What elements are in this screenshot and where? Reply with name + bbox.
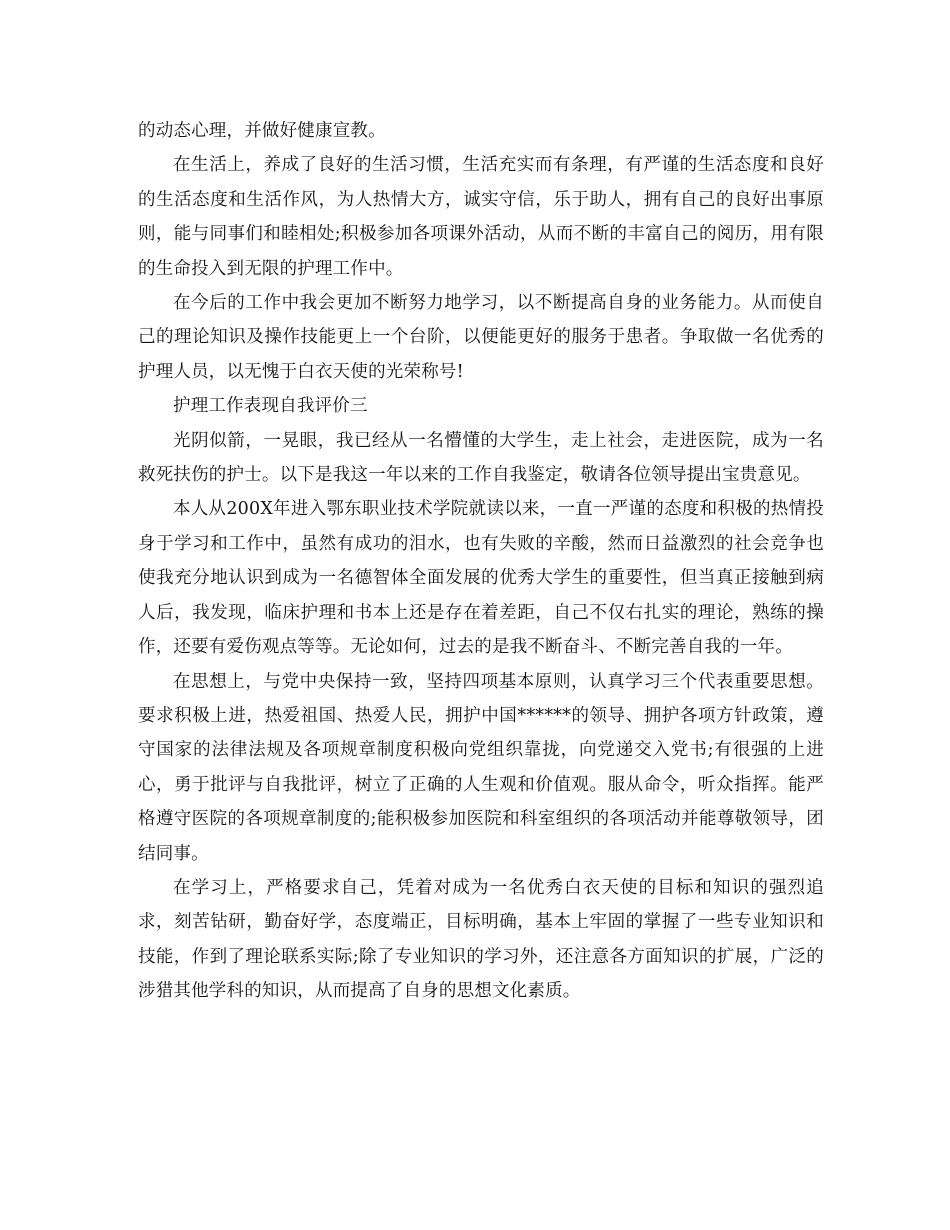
paragraph-5: 本人从200X年进入鄂东职业技术学院就读以来，一直一严谨的态度和积极的热情投身于学习和工作中，虽然有成功的泪水，也有失败的辛酸，然而日益激烈的社会竞争也使我充分地认识到成为一名德智体全面发展的优秀大学生的重要性，但当真正接触到病人后，我发现，临床护理和书本上还是存在着差距，自己不仅右扎实的理论，熟练的操作，还要有爱伤观点等等。无论如何，过去的是我不断奋斗、不断完善自我的一年。 xyxy=(138,499,824,658)
document-body xyxy=(138,114,824,1009)
paragraph-4: 光阴似箭，一晃眼，我已经从一名懵懂的大学生，走上社会，走进医院，成为一名救死扶伤的护士。以下是我这一年以来的工作自我鉴定，敬请各位领导提出宝贵意见。 xyxy=(138,430,824,486)
paragraph-3: 在今后的工作中我会更加不断努力地学习，以不断提高自身的业务能力。从而使自己的理论知识及操作技能更上一个台阶，以便能更好的服务于患者。争取做一名优秀的护理人员，以无愧于白衣天使的光荣称号! xyxy=(138,293,824,382)
paragraph-7: 在学习上，严格要求自己，凭着对成为一名优秀白衣天使的目标和知识的强烈追求，刻苦钻研，勤奋好学，态度端正，目标明确，基本上牢固的掌握了一些专业知识和技能，作到了理论联系实际;除了专业知识的学习外，还注意各方面知识的扩展，广泛的涉猎其他学科的知识，从而提高了自身的思想文化素质。 xyxy=(138,877,824,1002)
paragraph-6: 在思想上，与党中央保持一致，坚持四项基本原则，认真学习三个代表重要思想。要求积极上进，热爱祖国、热爱人民，拥护中国******的领导、拥护各项方针政策，遵守国家的法律法规及各项规章制度积极向党组织靠拢，向党递交入党书;有很强的上进心，勇于批评与自我批评，树立了正确的人生观和价值观。服从命令，听众指挥。能严格遵守医院的各项规章制度的;能积极参加医院和科室组织的各项活动并能尊敬领导，团结同事。 xyxy=(138,671,824,864)
paragraph-1: 的动态心理，并做好健康宣教。 xyxy=(138,121,386,141)
section-heading: 护理工作表现自我评价三 xyxy=(173,396,368,417)
paragraph-2: 在生活上，养成了良好的生活习惯，生活充实而有条理，有严谨的生活态度和良好的生活态度和生活作风，为人热情大方，诚实守信，乐于助人，拥有自己的良好出事原则，能与同事们和睦相处;积极参加各项课外活动，从而不断的丰富自己的阅历，用有限的生命投入到无限的护理工作中。 xyxy=(138,155,824,279)
